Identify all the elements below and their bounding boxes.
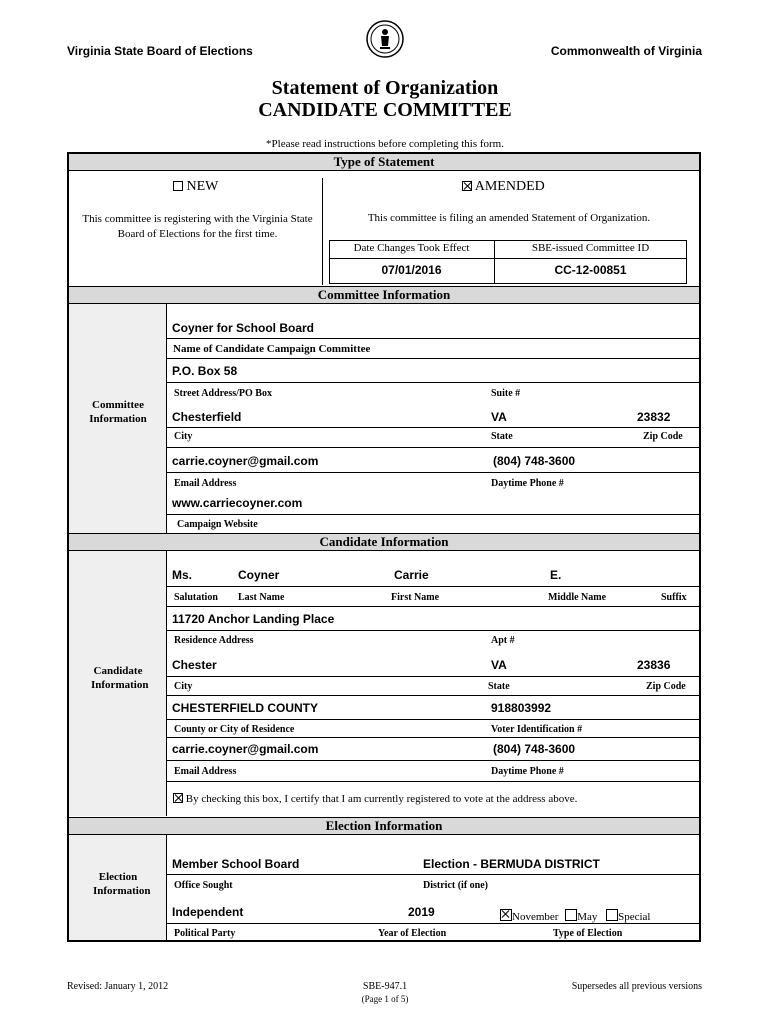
- committee-phone-value[interactable]: (804) 748-3600: [493, 454, 576, 468]
- header-agency: Virginia State Board of Elections: [67, 44, 253, 58]
- form-subtitle: CANDIDATE COMMITTEE: [258, 99, 512, 121]
- candidate-first-label: First Name: [391, 592, 440, 603]
- candidate-email-value[interactable]: carrie.coyner@gmail.com: [172, 742, 319, 756]
- committee-city-label: City: [174, 431, 193, 442]
- candidate-city-label: City: [174, 681, 193, 692]
- new-option[interactable]: [173, 179, 218, 195]
- election-type-options: [500, 909, 651, 923]
- candidate-last-value[interactable]: Coyner: [238, 568, 280, 582]
- election-side-label: Election Information: [93, 871, 151, 897]
- committee-state-label: State: [491, 431, 513, 442]
- candidate-voter-id-label: Voter Identification #: [491, 724, 583, 735]
- november-option[interactable]: [500, 911, 558, 923]
- candidate-zip-label: Zip Code: [646, 681, 686, 692]
- political-party-label: Political Party: [174, 928, 236, 939]
- november-checkbox[interactable]: [500, 909, 512, 921]
- new-description: This committee is registering with the Virginia State Board of Elections for the first time.: [82, 213, 313, 240]
- candidate-county-label: County or City of Residence: [174, 724, 295, 735]
- type-of-statement-band: Type of Statement: [69, 153, 699, 171]
- certify-checkbox[interactable]: [173, 793, 183, 803]
- election-info-band: Election Information: [69, 817, 699, 835]
- committee-name-label: Name of Candidate Campaign Committee: [173, 343, 371, 355]
- footer-page: (Page 1 of 5): [361, 994, 409, 1004]
- special-checkbox[interactable]: [606, 909, 618, 921]
- candidate-residence-value[interactable]: 11720 Anchor Landing Place: [172, 612, 335, 626]
- may-label: May: [577, 911, 598, 923]
- candidate-residence-label: Residence Address: [174, 635, 254, 646]
- candidate-side-label: Candidate Information: [91, 665, 149, 691]
- committee-street-value[interactable]: P.O. Box 58: [172, 364, 238, 378]
- committee-suite-label: Suite #: [491, 388, 521, 399]
- committee-zip-value[interactable]: 23832: [637, 410, 671, 424]
- candidate-salutation-label: Salutation: [174, 592, 218, 603]
- new-checkbox[interactable]: [173, 181, 183, 191]
- committee-id-header: SBE-issued Committee ID: [531, 242, 650, 254]
- election-year-value[interactable]: 2019: [408, 905, 435, 919]
- district-label: District (if one): [423, 880, 488, 891]
- footer-revised: Revised: January 1, 2012: [67, 981, 169, 992]
- november-label: November: [512, 911, 559, 923]
- committee-id-value[interactable]: CC-12-00851: [554, 263, 627, 277]
- election-year-label: Year of Election: [378, 928, 447, 939]
- office-sought-value[interactable]: Member School Board: [172, 857, 300, 871]
- special-label: Special: [618, 911, 651, 923]
- candidate-state-label: State: [488, 681, 510, 692]
- committee-phone-label: Daytime Phone #: [491, 478, 564, 489]
- footer-form-number: SBE-947.1: [362, 981, 408, 992]
- certify-row[interactable]: [173, 793, 577, 805]
- header-state: Commonwealth of Virginia: [550, 44, 702, 58]
- amended-option[interactable]: [462, 179, 545, 195]
- amended-details-rule: [329, 258, 687, 259]
- candidate-suffix-label: Suffix: [661, 592, 687, 603]
- amended-label: AMENDED: [474, 179, 545, 194]
- form-title: Statement of Organization: [271, 77, 499, 99]
- committee-name-value[interactable]: Coyner for School Board: [172, 321, 315, 335]
- candidate-state-value[interactable]: VA: [491, 658, 507, 672]
- candidate-middle-label: Middle Name: [548, 592, 607, 603]
- candidate-apt-label: Apt #: [491, 635, 515, 646]
- candidate-phone-value[interactable]: (804) 748-3600: [493, 742, 576, 756]
- committee-city-value[interactable]: Chesterfield: [172, 410, 242, 424]
- candidate-email-label: Email Address: [174, 766, 237, 777]
- district-value[interactable]: Election - BERMUDA DISTRICT: [423, 857, 600, 871]
- committee-email-value[interactable]: carrie.coyner@gmail.com: [172, 454, 319, 468]
- amended-checkbox[interactable]: [462, 181, 472, 191]
- political-party-value[interactable]: Independent: [172, 905, 244, 919]
- candidate-voter-id-value[interactable]: 918803992: [491, 701, 552, 715]
- election-type-label: Type of Election: [553, 928, 623, 939]
- committee-website-value[interactable]: www.carriecoyner.com: [172, 496, 303, 510]
- candidate-salutation-value[interactable]: Ms.: [172, 568, 193, 582]
- date-changes-header: Date Changes Took Effect: [353, 242, 470, 254]
- office-sought-label: Office Sought: [174, 880, 233, 891]
- candidate-info-band: Candidate Information: [69, 533, 699, 551]
- candidate-middle-value[interactable]: E.: [550, 568, 562, 582]
- may-option[interactable]: [565, 911, 597, 923]
- candidate-county-value[interactable]: CHESTERFIELD COUNTY: [172, 701, 319, 715]
- committee-street-label: Street Address/PO Box: [174, 388, 272, 399]
- may-checkbox[interactable]: [565, 909, 577, 921]
- candidate-phone-label: Daytime Phone #: [491, 766, 564, 777]
- footer-supersedes: Supersedes all previous versions: [571, 981, 702, 992]
- committee-website-label: Campaign Website: [177, 519, 258, 530]
- candidate-city-value[interactable]: Chester: [172, 658, 217, 672]
- amended-description: This committee is filing an amended Statement of Organization.: [367, 212, 651, 224]
- instructions-note: *Please read instructions before completing this form.: [266, 138, 504, 150]
- certify-text: By checking this box, I certify that I am currently registered to vote at the address above.: [185, 793, 578, 805]
- committee-side-label: Committee Information: [89, 399, 147, 425]
- date-changes-value[interactable]: 07/01/2016: [381, 263, 442, 277]
- candidate-last-label: Last Name: [238, 592, 285, 603]
- candidate-first-value[interactable]: Carrie: [394, 568, 429, 582]
- virginia-seal-icon: [366, 20, 404, 58]
- committee-state-value[interactable]: VA: [491, 410, 507, 424]
- candidate-zip-value[interactable]: 23836: [637, 658, 671, 672]
- committee-info-band: Committee Information: [69, 286, 699, 304]
- committee-zip-label: Zip Code: [643, 431, 683, 442]
- committee-email-label: Email Address: [174, 478, 237, 489]
- special-option[interactable]: [606, 911, 650, 923]
- statement-divider: [322, 178, 323, 285]
- new-label: NEW: [186, 179, 219, 194]
